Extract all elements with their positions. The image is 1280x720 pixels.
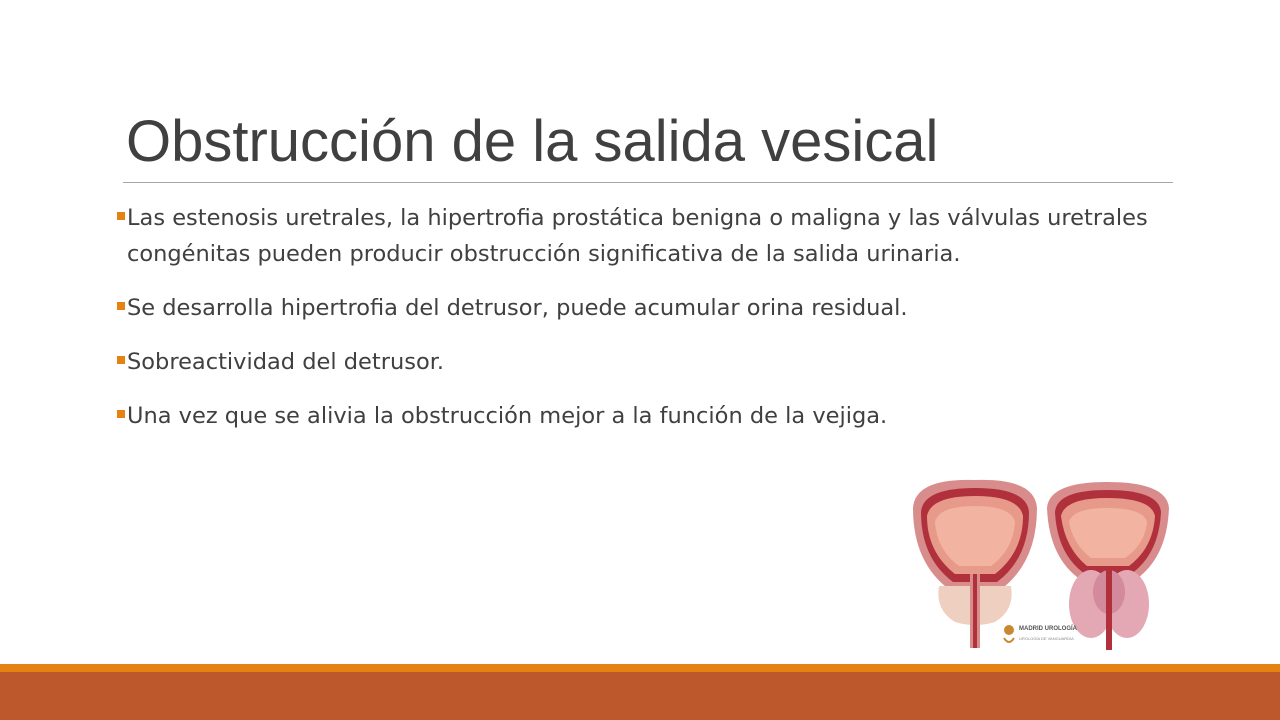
- bullet-item: [116, 344, 1176, 380]
- bullet-text: Una vez que se alivia la obstrucción mejor a la función de la vejiga.: [127, 403, 888, 429]
- title-divider: [123, 182, 1173, 183]
- clinic-logo: [1004, 624, 1078, 642]
- footer-accent-stripe: [0, 664, 1280, 672]
- bullet-marker-icon: [117, 302, 125, 310]
- bullet-list: [116, 200, 1176, 452]
- footer-bar: [0, 672, 1280, 720]
- normal-bladder-image: [913, 480, 1037, 648]
- bullet-text: Se desarrolla hipertrofia del detrusor, puede acumular orina residual.: [127, 295, 908, 321]
- bullet-text: Las estenosis uretrales, la hipertrofia prostática benigna o maligna y las válvulas uretrales congénitas pueden producir obstrucción significativa de la salida urinaria.: [127, 205, 1148, 267]
- bullet-text: Sobreactividad del detrusor.: [127, 349, 445, 375]
- bullet-item: [116, 200, 1176, 272]
- bullet-item: [116, 398, 1176, 434]
- logo-name: MADRID UROLOGÍA: [1019, 626, 1077, 632]
- bladder-prostate-illustration: [905, 478, 1175, 658]
- logo-tagline: UROLOGÍA DE VANGUARDIA: [1019, 636, 1074, 641]
- bullet-item: [116, 290, 1176, 326]
- bullet-marker-icon: [117, 356, 125, 364]
- slide-title: Obstrucción de la salida vesical: [126, 109, 939, 174]
- bullet-marker-icon: [117, 212, 125, 220]
- bullet-marker-icon: [117, 410, 125, 418]
- enlarged-prostate-image: [1047, 482, 1169, 650]
